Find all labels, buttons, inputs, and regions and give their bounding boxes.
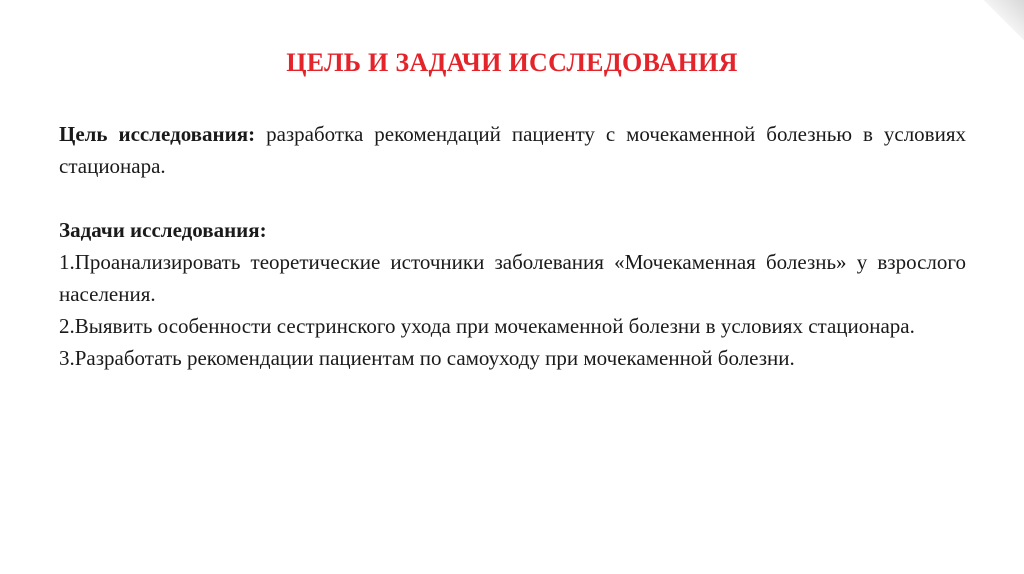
tasks-heading: Задачи исследования: [59,218,267,242]
goal-label: Цель исследования: [59,122,256,146]
task-item-3: 3.Разработать рекомендации пациентам по самоуходу при мочекаменной болезни. [59,346,795,370]
paragraph-spacer [59,182,966,214]
task-item-2: 2.Выявить особенности сестринского ухода при мочекаменной болезни в условиях стационара. [59,314,915,338]
slide-title: ЦЕЛЬ И ЗАДАЧИ ИССЛЕДОВАНИЯ [286,48,738,77]
page-corner-fold [984,0,1024,40]
task-item-1: 1.Проанализировать теоретические источники заболевания «Мочекаменная болезнь» у взрослого населения. [59,250,966,306]
goal-paragraph [59,118,966,182]
slide-body [59,118,966,374]
goal-text: разработка рекомендаций пациенту с мочекаменной болезнью в условиях стационара. [59,122,966,178]
